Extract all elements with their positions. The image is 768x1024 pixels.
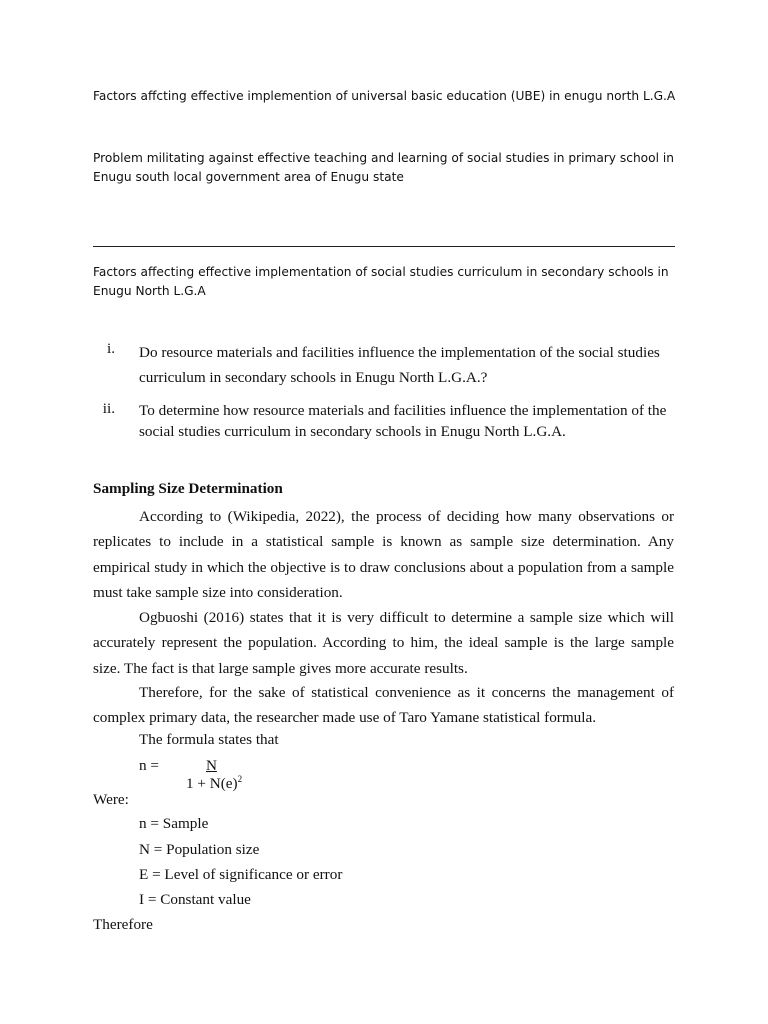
horizontal-divider (93, 246, 675, 247)
question-number: i. (106, 340, 115, 357)
definition-item: I = Constant value (139, 891, 251, 908)
topic-title-1: Factors affcting effective implemention of universal basic education (UBE) in enugu north L.G.A (93, 89, 676, 103)
formula-numerator: N (206, 757, 217, 774)
definition-item: n = Sample (139, 815, 209, 832)
question-number: ii. (102, 400, 115, 417)
formula-denominator-base: 1 + N(e) (186, 775, 238, 793)
formula-exponent: 2 (237, 774, 243, 784)
section-heading: Sampling Size Determination (93, 480, 283, 497)
definition-item: N = Population size (139, 841, 260, 858)
closing-word: Therefore (93, 916, 153, 933)
question-text: To determine how resource materials and facilities influence the implementation of the social studies curriculum in secondary schools in Enugu North L.G.A. (139, 402, 667, 440)
formula-lhs: n = (139, 757, 159, 774)
formula-denominator (186, 774, 242, 793)
definition-item: E = Level of significance or error (139, 866, 343, 883)
formula-intro: The formula states that (139, 731, 279, 748)
topic-title-3: Factors affecting effective implementation of social studies curriculum in secondary schools in Enugu North L.G.A (93, 265, 669, 298)
body-paragraph: Ogbuoshi (2016) states that it is very difficult to determine a sample size which will accurately represent the population. According to him, the ideal sample is the large sample size. The fact is that large sample gives more accurate results. (93, 609, 674, 677)
body-paragraph: According to (Wikipedia, 2022), the process of deciding how many observations or replicates to include in a statistical sample is known as sample size determination. Any empirical study in which the objective is to draw conclusions about a population from a sample must take sample size into consideration. (93, 508, 674, 601)
body-paragraph: Therefore, for the sake of statistical convenience as it concerns the management of complex primary data, the researcher made use of Taro Yamane statistical formula. (93, 684, 674, 727)
topic-title-2: Problem militating against effective teaching and learning of social studies in primary school in Enugu south local government area of Enugu state (93, 151, 674, 184)
question-text: Do resource materials and facilities influence the implementation of the social studies curriculum in secondary schools in Enugu North L.G.A.? (139, 344, 660, 386)
were-label: Were: (93, 791, 129, 808)
